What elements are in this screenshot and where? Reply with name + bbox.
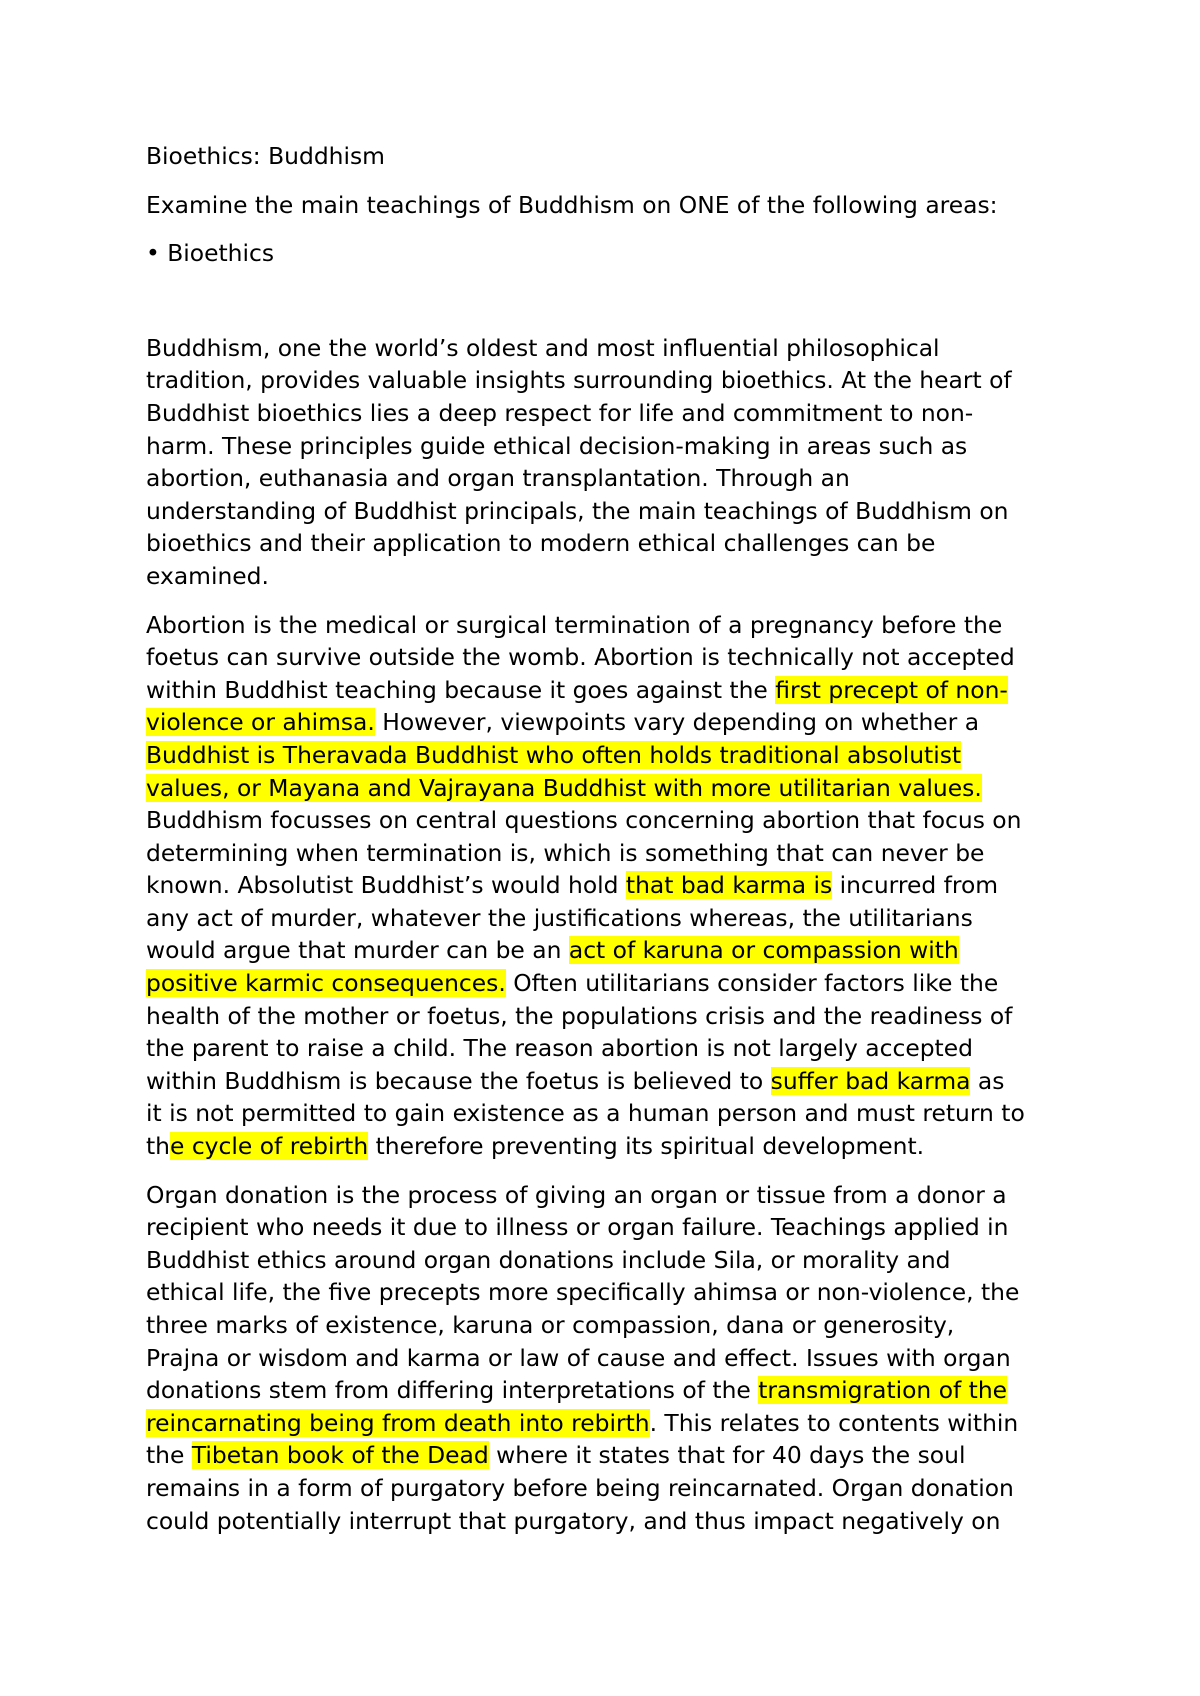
text-run: examined. [146, 561, 269, 590]
text-run: Buddhist ethics around organ donations include Sila, or morality and [146, 1245, 951, 1274]
text-line [146, 1211, 1066, 1244]
text-line [146, 1276, 1066, 1309]
text-line [146, 1309, 1066, 1342]
text-run: three marks of existence, karuna or compassion, dana or generosity, [146, 1311, 955, 1339]
text-run: Abortion is the medical or surgical termination of a pregnancy before the [146, 610, 1003, 639]
text-line [146, 560, 1066, 593]
assignment-prompt: Examine the main teachings of Buddhism on ONE of the following areas: [146, 190, 998, 219]
text-run: abortion, euthanasia and organ transplantation. Through an [146, 464, 850, 493]
paragraph [146, 609, 1066, 1163]
text-run: harm. These principles guide ethical decision-making in areas such as [146, 431, 968, 460]
highlighted-text: transmigration of the [758, 1376, 1008, 1405]
text-line [146, 804, 1066, 837]
bullet-item-bioethics: • Bioethics [146, 239, 275, 268]
paragraph [146, 1179, 1066, 1538]
text-run: the parent to raise a child. The reason abortion is not largely accepted [146, 1034, 973, 1063]
highlighted-text: e cycle of rebirth [170, 1132, 369, 1161]
highlighted-text: reincarnating being from death into rebirth [146, 1408, 650, 1437]
text-run: Buddhist bioethics lies a deep respect for life and commitment to non- [146, 398, 974, 427]
text-run: determining when termination is, which is something that can never be [146, 838, 985, 867]
paragraph [146, 332, 1066, 593]
text-line [146, 462, 1066, 495]
text-line [146, 1472, 1066, 1505]
text-run: donations stem from differing interpretations of the [146, 1376, 759, 1405]
text-line [146, 364, 1066, 397]
text-run: remains in a form of purgatory before being reincarnated. Organ donation [146, 1473, 1014, 1502]
highlighted-text: values, or Mayana and Vajrayana Buddhist with more utilitarian values. [146, 773, 982, 802]
text-line [146, 674, 1066, 707]
text-run: would argue that murder can be an [146, 936, 569, 965]
text-run: understanding of Buddhist principals, the main teachings of Buddhism on [146, 496, 1009, 525]
highlighted-text: violence or ahimsa. [146, 708, 375, 737]
highlighted-text: Buddhist is Theravada Buddhist who often holds traditional absolutist [146, 740, 962, 769]
text-run: any act of murder, whatever the justifications whereas, the utilitarians [146, 903, 973, 932]
text-line [146, 837, 1066, 870]
text-run: bioethics and their application to modern ethical challenges can be [146, 529, 936, 558]
text-run: Buddhism focusses on central questions concerning abortion that focus on [146, 806, 1022, 835]
document-title: Bioethics: Buddhism [146, 142, 385, 170]
text-run: within Buddhism is because the foetus is believed to [146, 1066, 771, 1095]
text-line [146, 1097, 1066, 1130]
text-line [146, 495, 1066, 528]
highlighted-text: act of karuna or compassion with [568, 936, 959, 965]
text-run: Organ donation is the process of giving an organ or tissue from a donor a [146, 1180, 1007, 1209]
text-run: Buddhism, one the world’s oldest and most influential philosophical [146, 333, 940, 362]
text-line [146, 1000, 1066, 1033]
highlighted-text: positive karmic consequences. [146, 969, 506, 998]
text-run: recipient who needs it due to illness or organ failure. Teachings applied in [146, 1213, 1009, 1242]
highlighted-text: suffer bad karma [770, 1066, 971, 1095]
text-run: therefore preventing its spiritual development. [368, 1132, 925, 1161]
text-run: health of the mother or foetus, the populations crisis and the readiness of [146, 1001, 1013, 1030]
text-run: could potentially interrupt that purgatory, and thus impact negatively on [146, 1506, 1001, 1535]
text-line [146, 527, 1066, 560]
text-line [146, 934, 1066, 967]
text-run: the [146, 1441, 192, 1470]
text-line [146, 332, 1066, 365]
text-run: th [146, 1132, 170, 1161]
text-line [146, 1032, 1066, 1065]
text-line [146, 1374, 1066, 1407]
highlighted-text: Tibetan book of the Dead [191, 1441, 489, 1470]
text-line [146, 1179, 1066, 1212]
text-line [146, 706, 1066, 739]
text-line [146, 1505, 1066, 1538]
text-run: However, viewpoints vary depending on whether a [374, 708, 980, 737]
text-line [146, 397, 1066, 430]
text-run: ethical life, the five precepts more specifically ahimsa or non-violence, the [146, 1278, 1020, 1307]
text-line [146, 1244, 1066, 1277]
text-line [146, 1407, 1066, 1440]
text-run: incurred from [832, 871, 999, 900]
text-run: it is not permitted to gain existence as a human person and must return to [146, 1099, 1025, 1128]
essay-paragraphs [146, 332, 1066, 1537]
text-line [146, 609, 1066, 642]
text-line [146, 902, 1066, 935]
text-run: Prajna or wisdom and karma or law of cause and effect. Issues with organ [146, 1343, 1011, 1372]
text-line [146, 1130, 1066, 1163]
text-line [146, 641, 1066, 674]
text-run: tradition, provides valuable insights surrounding bioethics. At the heart of [146, 366, 1012, 395]
text-run: foetus can survive outside the womb. Abortion is technically not accepted [146, 643, 1015, 672]
text-run: known. Absolutist Buddhist’s would hold [146, 871, 626, 900]
text-line [146, 1065, 1066, 1098]
text-run: where it states that for 40 days the soul [488, 1441, 966, 1470]
highlighted-text: that bad karma is [625, 871, 833, 900]
text-run: within Buddhist teaching because it goes against the [146, 675, 776, 704]
text-line [146, 967, 1066, 1000]
text-line [146, 430, 1066, 463]
text-line [146, 772, 1066, 805]
text-line [146, 739, 1066, 772]
text-run: as [970, 1066, 1005, 1095]
highlighted-text: first precept of non- [775, 675, 1008, 704]
text-run: . This relates to contents within [649, 1408, 1019, 1437]
text-line [146, 1439, 1066, 1472]
text-line [146, 1342, 1066, 1375]
text-line [146, 869, 1066, 902]
document-body [146, 140, 1066, 1537]
text-run: Often utilitarians consider factors like the [505, 969, 999, 998]
